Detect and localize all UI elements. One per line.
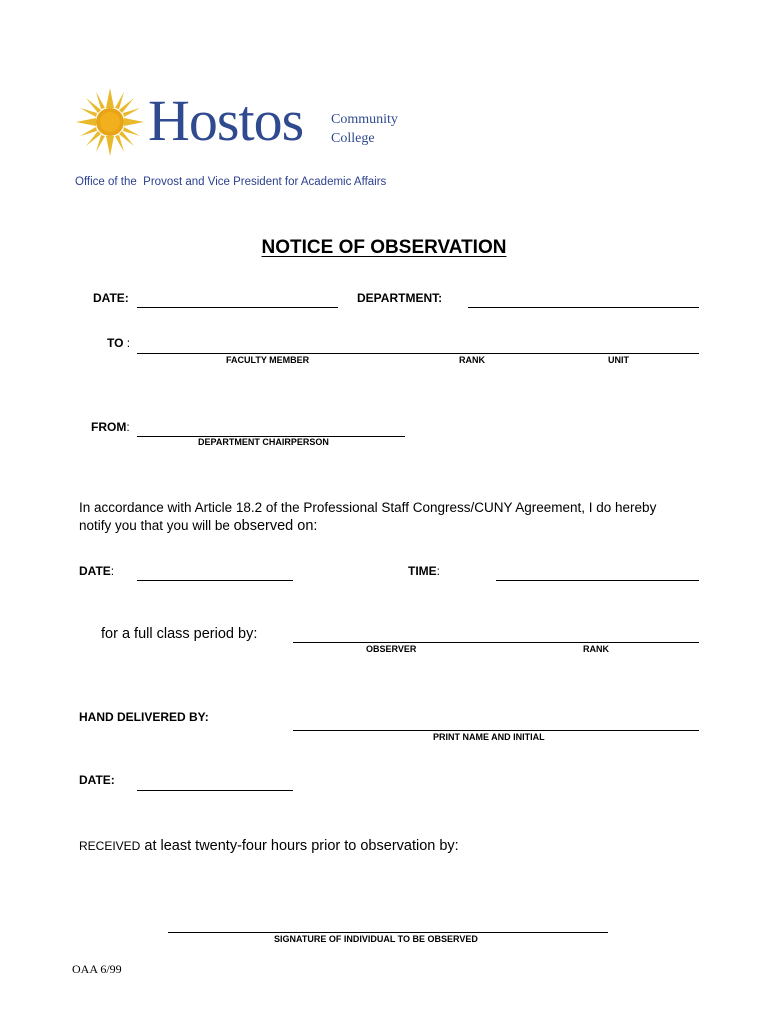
observer-caption: OBSERVER [366,644,417,654]
signature-field-line[interactable] [168,932,608,933]
date-field-line[interactable] [137,307,338,308]
observer-rank-caption: RANK [583,644,609,654]
department-chairperson-caption: DEPARTMENT CHAIRPERSON [198,437,329,447]
obs-date-label-group [79,564,114,578]
unit-caption: UNIT [608,355,629,365]
faculty-member-caption: FACULTY MEMBER [226,355,310,365]
hand-delivered-field-line[interactable] [293,730,699,731]
to-colon: : [123,336,131,350]
time-field-line[interactable] [496,580,699,581]
paragraph-notify-text: notify you that you will be [79,518,234,533]
signature-caption: SIGNATURE OF INDIVIDUAL TO BE OBSERVED [274,934,478,944]
to-field-line[interactable] [137,353,699,354]
received-statement [79,837,459,855]
to-label-group [107,336,130,350]
date-label: DATE: [93,291,129,305]
time-label: TIME [408,564,437,578]
received-word: RECEIVED [79,839,141,853]
department-label: DEPARTMENT: [357,291,443,305]
sun-logo-icon [74,86,146,158]
form-code: OAA 6/99 [72,962,122,976]
time-colon: : [436,564,441,578]
rank-caption: RANK [459,355,485,365]
print-name-caption: PRINT NAME AND INITIAL [433,732,545,742]
received-rest: at least twenty-four hours prior to observation by: [140,838,459,854]
department-field-line[interactable] [468,307,699,308]
observer-field-line[interactable] [293,642,699,643]
delivery-date-field-line[interactable] [137,790,293,791]
form-title: NOTICE OF OBSERVATION [261,237,507,258]
agreement-paragraph-line1: In accordance with Article 18.2 of the Professional Staff Congress/CUNY Agreement, I do hereby [79,500,657,515]
from-label: FROM [91,420,127,434]
obs-date-field-line[interactable] [137,580,293,581]
logo-wordmark: Hostos [148,88,304,153]
hand-delivered-label: HAND DELIVERED BY: [79,710,209,724]
to-label: TO [107,336,124,350]
logo-community: Community [331,112,398,127]
agreement-paragraph-line2 [79,517,317,535]
paragraph-observed-text: observed on: [233,518,318,534]
obs-date-label: DATE [79,564,111,578]
from-colon: : [126,420,130,434]
full-class-text: for a full class period by: [101,626,258,642]
time-label-group [408,564,440,578]
logo-college: College [331,131,375,146]
from-label-group [91,420,130,434]
office-line: Office of the Provost and Vice President for Academic Affairs [75,176,387,188]
delivery-date-label: DATE: [79,773,115,787]
obs-date-colon: : [110,564,115,578]
